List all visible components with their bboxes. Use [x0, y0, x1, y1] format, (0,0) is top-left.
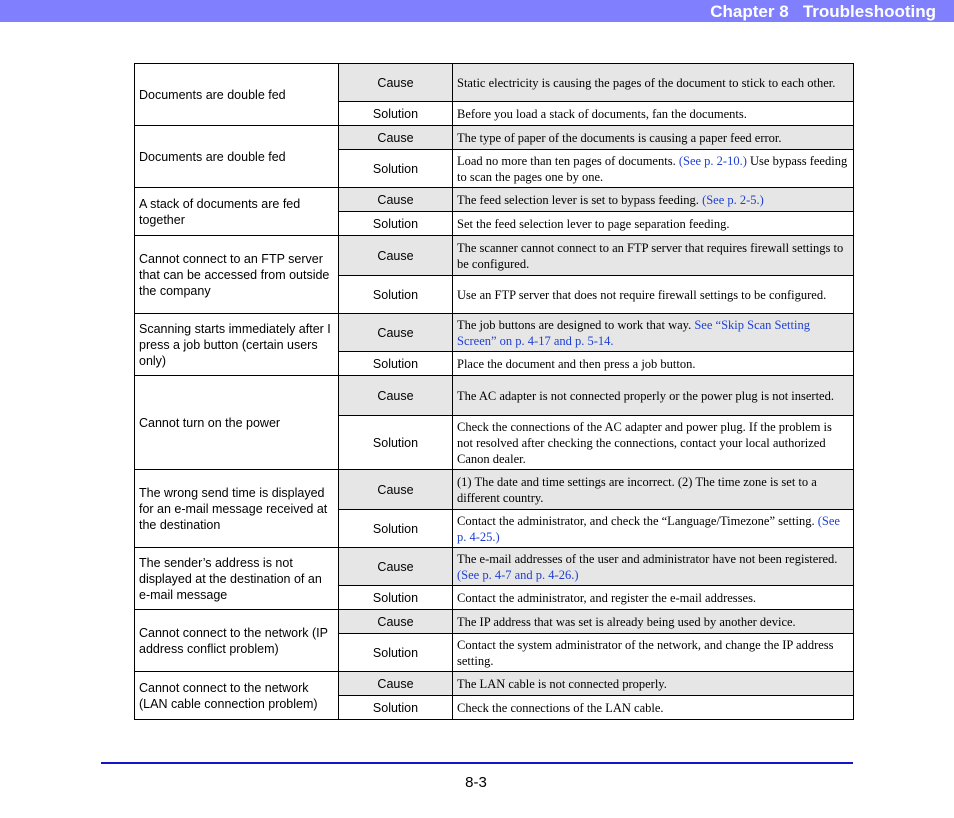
cause-text-segment: The IP address that was set is already being used by another device. [457, 614, 796, 629]
cause-text [453, 236, 854, 276]
solution-text [453, 416, 854, 470]
problem-cell: Documents are double fed [135, 126, 339, 188]
table-row [135, 64, 854, 102]
solution-label: Solution [339, 212, 453, 236]
chapter-header-bar [0, 0, 954, 22]
solution-text [453, 150, 854, 188]
table-row [135, 376, 854, 416]
cause-label: Cause [339, 610, 453, 634]
table-row [135, 314, 854, 352]
cause-label: Cause [339, 376, 453, 416]
cause-text-segment: The feed selection lever is set to bypass feeding. [457, 192, 703, 207]
solution-text [453, 510, 854, 548]
cause-text-segment: Static electricity is causing the pages of the document to stick to each other. [457, 75, 836, 90]
solution-text-segment: Check the connections of the AC adapter and power plug. If the problem is not resolved after checking the connections, contact your local authorized Canon dealer. [457, 419, 832, 466]
cause-label: Cause [339, 126, 453, 150]
solution-text-segment: Before you load a stack of documents, fan the documents. [457, 106, 747, 121]
page-reference-link[interactable]: See “Skip Scan Setting Screen” on p. 4-17 and p. 5-14. [457, 317, 810, 348]
solution-text-segment: Use an FTP server that does not require firewall settings to be configured. [457, 287, 827, 302]
problem-cell: Cannot turn on the power [135, 376, 339, 470]
solution-text-segment: Contact the administrator, and register the e-mail addresses. [457, 590, 757, 605]
cause-text-segment: (1) The date and time settings are incorrect. (2) The time zone is set to a different country. [457, 474, 817, 505]
problem-cell: Cannot connect to an FTP server that can be accessed from outside the company [135, 236, 339, 314]
page-reference-link[interactable]: (See p. 2-10.) [678, 153, 747, 168]
table-row [135, 188, 854, 212]
troubleshooting-table [134, 63, 854, 720]
solution-text-segment: Contact the system administrator of the network, and change the IP address setting. [457, 637, 834, 668]
table-row [135, 126, 854, 150]
solution-text-segment: Load no more than ten pages of documents. [457, 153, 679, 168]
cause-text-segment: The e-mail addresses of the user and administrator have not been registered. [457, 551, 838, 566]
problem-cell: Cannot connect to the network (IP address conflict problem) [135, 610, 339, 672]
cause-text-segment: The type of paper of the documents is causing a paper feed error. [457, 130, 782, 145]
cause-label: Cause [339, 314, 453, 352]
solution-text [453, 352, 854, 376]
page-reference-link[interactable]: (See p. 4-25.) [457, 513, 840, 544]
problem-cell: Cannot connect to the network (LAN cable connection problem) [135, 672, 339, 720]
solution-text [453, 586, 854, 610]
solution-text-segment: Set the feed selection lever to page separation feeding. [457, 216, 730, 231]
solution-text [453, 696, 854, 720]
table-row [135, 236, 854, 276]
cause-text-segment: The LAN cable is not connected properly. [457, 676, 667, 691]
footer-divider [101, 762, 853, 764]
cause-text-segment: The job buttons are designed to work that way. [457, 317, 695, 332]
page-number: 8-3 [465, 774, 487, 791]
cause-label: Cause [339, 470, 453, 510]
solution-label: Solution [339, 586, 453, 610]
cause-label: Cause [339, 188, 453, 212]
solution-text [453, 102, 854, 126]
cause-text-segment: The scanner cannot connect to an FTP server that requires firewall settings to be configured. [457, 240, 844, 271]
problem-cell: A stack of documents are fed together [135, 188, 339, 236]
cause-text [453, 548, 854, 586]
solution-label: Solution [339, 150, 453, 188]
cause-label: Cause [339, 672, 453, 696]
cause-text [453, 610, 854, 634]
cause-text [453, 376, 854, 416]
problem-cell: Scanning starts immediately after I press a job button (certain users only) [135, 314, 339, 376]
problem-cell: The wrong send time is displayed for an e-mail message received at the destination [135, 470, 339, 548]
cause-text [453, 64, 854, 102]
table-row [135, 548, 854, 586]
table-row [135, 470, 854, 510]
cause-text [453, 672, 854, 696]
cause-text-segment: The AC adapter is not connected properly or the power plug is not inserted. [457, 388, 834, 403]
solution-text-segment: Place the document and then press a job button. [457, 356, 696, 371]
solution-label: Solution [339, 102, 453, 126]
cause-text [453, 126, 854, 150]
solution-label: Solution [339, 696, 453, 720]
cause-label: Cause [339, 64, 453, 102]
cause-label: Cause [339, 236, 453, 276]
solution-text [453, 212, 854, 236]
solution-label: Solution [339, 352, 453, 376]
cause-text [453, 314, 854, 352]
cause-text [453, 188, 854, 212]
cause-label: Cause [339, 548, 453, 586]
table-row [135, 610, 854, 634]
solution-text [453, 634, 854, 672]
solution-text-segment: Check the connections of the LAN cable. [457, 700, 664, 715]
solution-label: Solution [339, 416, 453, 470]
solution-text-segment: Use bypass feeding to scan the pages one by one. [457, 153, 848, 184]
solution-label: Solution [339, 634, 453, 672]
problem-cell: Documents are double fed [135, 64, 339, 126]
page-reference-link[interactable]: (See p. 4-7 and p. 4-26.) [457, 567, 579, 582]
chapter-title: Chapter 8 Troubleshooting [710, 2, 936, 21]
troubleshooting-table-body [135, 64, 854, 720]
solution-text [453, 276, 854, 314]
table-row [135, 672, 854, 696]
solution-label: Solution [339, 276, 453, 314]
problem-cell: The sender’s address is not displayed at the destination of an e-mail message [135, 548, 339, 610]
solution-text-segment: Contact the administrator, and check the “Language/Timezone” setting. [457, 513, 818, 528]
cause-text [453, 470, 854, 510]
page-reference-link[interactable]: (See p. 2-5.) [702, 192, 764, 207]
solution-label: Solution [339, 510, 453, 548]
